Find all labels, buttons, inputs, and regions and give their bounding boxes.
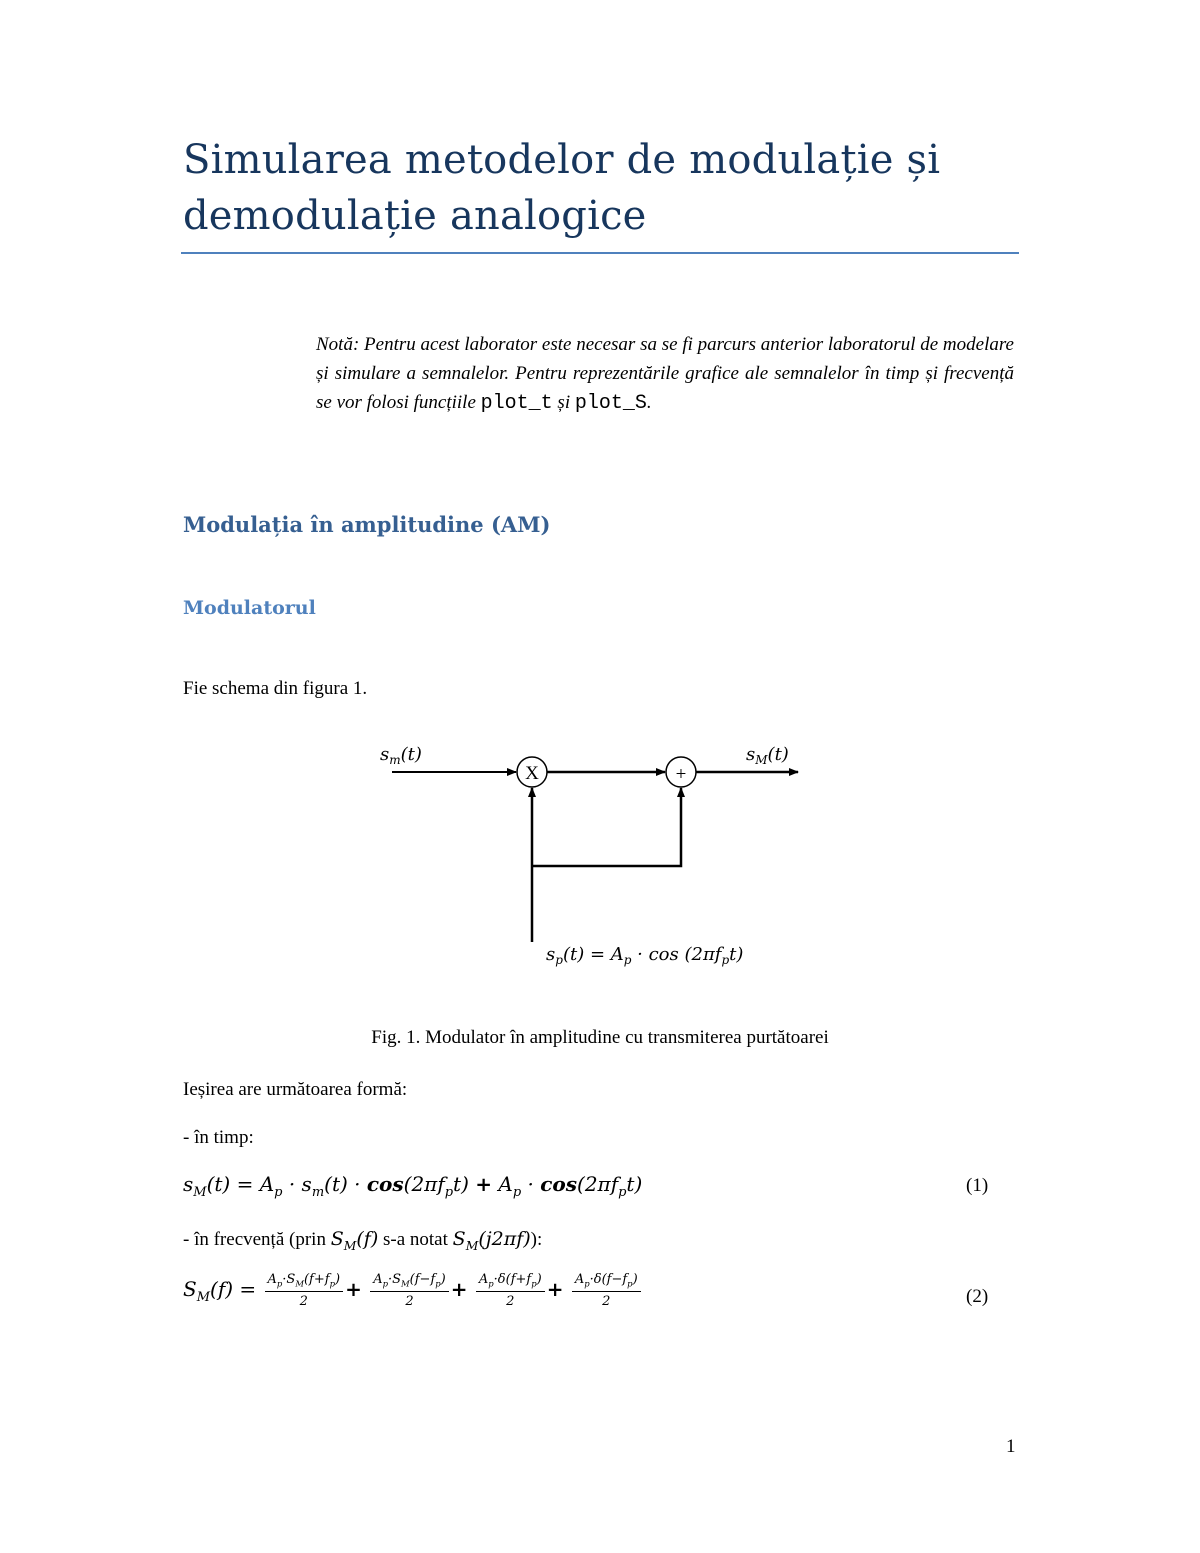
freq-label-part-a: - în frecvență (prin [183, 1229, 331, 1250]
equation-2: $S_M(f)$ = $\frac{A_p\cdot S_M(f+f_p)}{2}$ + $\frac{A_p\cdot S_M(f-f_p)}{2}$ + $\frac{A_p\cdot\delta(f+f_p)}{2}$ + $\frac{A_p\cdot\delta(f-f_p)}{2}$ [183, 1272, 643, 1309]
equation-2-number: (2) [966, 1286, 989, 1307]
section-heading: Modulația în amplitudine (AM) [183, 512, 551, 537]
output-signal-label: $s_M(t)$ [746, 744, 789, 767]
figure-caption: Fig. 1. Modulator în amplitudine cu transmiterea purtătoarei [371, 1027, 829, 1048]
adder-symbol: + [675, 764, 687, 785]
frequency-domain-label [183, 1226, 542, 1259]
output-intro: Ieșirea are următoarea formă: [183, 1079, 408, 1100]
code-plot-t: plot_t [480, 392, 553, 415]
time-domain-label: - în timp: [183, 1127, 254, 1148]
note-text: Notă: Pentru acest laborator este necesar sa se fi parcurs anterior laboratorul de modelare și simulare a semnalelor. Pentru reprezentările grafice ale semnalelor în timp și frecvență se vor folosi funcțiile [316, 334, 1014, 413]
input-signal-label: $s_m(t)$ [380, 744, 422, 767]
lab-note [316, 330, 1014, 418]
freq-label-part-c: ): [530, 1229, 543, 1250]
freq-label-part-b: s-a notat [378, 1229, 453, 1250]
page-title [183, 132, 1023, 244]
intro-paragraph: Fie schema din figura 1. [183, 678, 368, 699]
equation-1: $s_M(t) = A_p \cdot s_m(t) \cdot \cos(2\pi f_pt) + A_p \cdot \cos(2\pi f_pt)$ [183, 1172, 643, 1200]
title-line-2: demodulație analogice [183, 193, 647, 239]
am-modulator-diagram [370, 730, 830, 980]
spectrum-symbol: $S_M(f)$ [330, 1228, 379, 1253]
title-underline [181, 252, 1019, 254]
carrier-branch-line [532, 788, 681, 866]
subsection-heading: Modulatorul [183, 597, 316, 619]
multiplier-symbol: X [525, 763, 539, 784]
note-end: . [646, 392, 652, 413]
fraction-1: $\frac{A_p\cdot S_M(f+f_p)}{2}$ [265, 1272, 344, 1309]
spectrum-definition: $S_M(j2\pi f)$ [452, 1228, 531, 1253]
fraction-4: $\frac{A_p\cdot\delta(f-f_p)}{2}$ [572, 1272, 641, 1309]
title-line-1: Simularea metodelor de modulație și [183, 137, 941, 183]
fraction-2: $\frac{A_p\cdot S_M(f-f_p)}{2}$ [370, 1272, 449, 1309]
equation-1-number: (1) [966, 1175, 989, 1196]
code-plot-s: plot_S [574, 392, 647, 415]
carrier-signal-label: $s_p(t) = A_p \cdot \cos (2\pi f_pt)$ [546, 944, 744, 967]
fraction-3: $\frac{A_p\cdot\delta(f+f_p)}{2}$ [476, 1272, 545, 1309]
note-conjunction: și [552, 392, 575, 413]
page-number: 1 [1006, 1436, 1016, 1457]
